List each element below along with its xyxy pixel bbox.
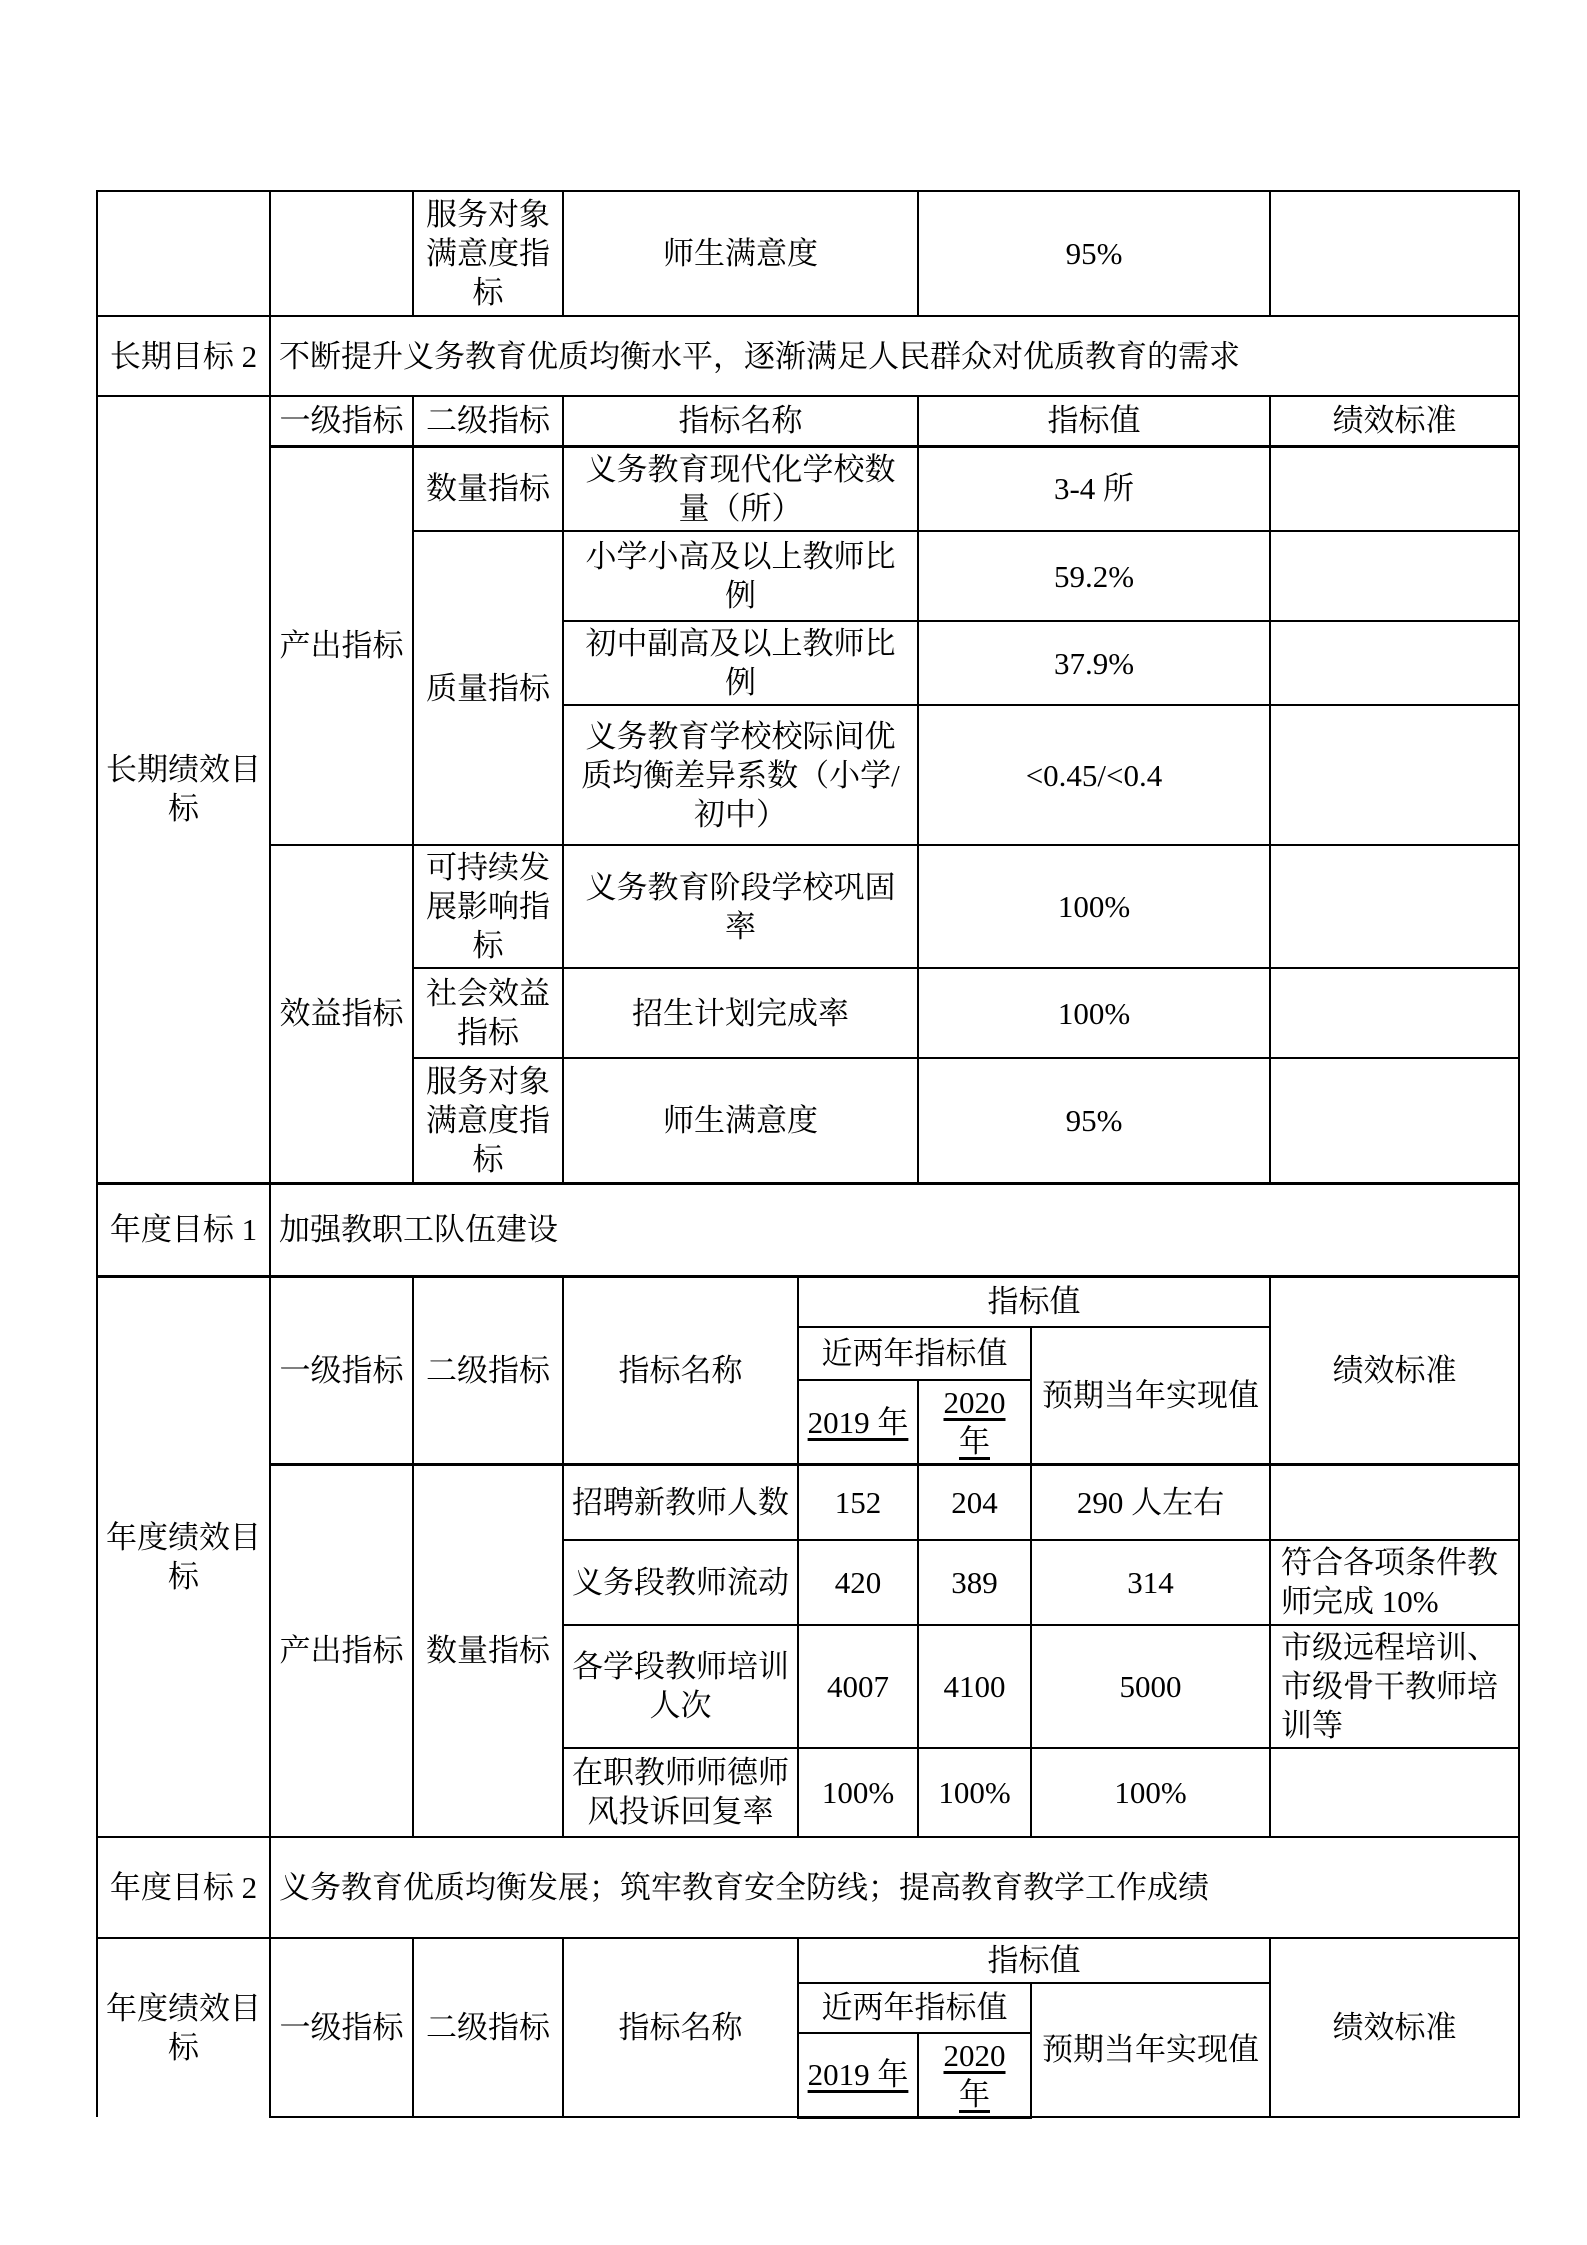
cell-indicator-value: 37.9% [918,621,1270,705]
cell-level2-indicator: 数量指标 [413,446,563,531]
header-performance-standard: 绩效标准 [1270,396,1519,446]
longterm-header-row [97,396,1519,446]
header-indicator-name: 指标名称 [563,1276,798,1465]
cell-indicator-name: 师生满意度 [563,191,918,316]
cell-performance-standard-empty [1270,621,1519,705]
cell-level2-indicator: 社会效益指标 [413,968,563,1058]
header-indicator-name: 指标名称 [563,1938,798,2118]
cell-level2-indicator: 质量指标 [413,531,563,845]
cell-level1-indicator: 产出指标 [270,1465,413,1837]
carryover-row [97,191,1519,316]
annual1-header-row1 [97,1276,1519,1327]
header-level1: 一级指标 [270,1938,413,2118]
cell-indicator-value: 3-4 所 [918,446,1270,531]
longterm-goal2-row [97,316,1519,396]
cell-performance-standard-empty [1270,968,1519,1058]
cell-performance-standard-empty [1270,705,1519,845]
annual-side-label: 年度绩效目标 [97,1276,270,1837]
cell-performance-standard-empty [1270,446,1519,531]
cell-expected-value: 5000 [1031,1625,1270,1748]
cell-indicator-value: 100% [918,845,1270,968]
cell-level1-indicator: 产出指标 [270,446,413,845]
cell-value-2019: 152 [798,1465,918,1540]
cell-level1-indicator: 效益指标 [270,845,413,1183]
header-year-2019: 2019 年 [798,2033,918,2118]
cell-indicator-value: 59.2% [918,531,1270,621]
performance-target-table [96,190,1520,2119]
header-performance-standard: 绩效标准 [1270,1276,1519,1465]
cell-indicator-name: 义务教育现代化学校数量（所） [563,446,918,531]
cell-indicator-value: 95% [918,191,1270,316]
header-indicator-value: 指标值 [798,1276,1270,1327]
cell-performance-standard: 符合各项条件教师完成 10% [1270,1540,1519,1625]
header-year-2020: 2020 年 [918,1380,1031,1465]
cell-performance-standard-empty [1270,191,1519,316]
header-expected-value: 预期当年实现值 [1031,1327,1270,1465]
header-year-2019: 2019 年 [798,1380,918,1465]
cell-expected-value: 290 人左右 [1031,1465,1270,1540]
goal-text: 加强教职工队伍建设 [270,1183,1519,1276]
cell-value-2019: 4007 [798,1625,918,1748]
header-level1: 一级指标 [270,1276,413,1465]
header-level2: 二级指标 [413,1938,563,2118]
header-indicator-value: 指标值 [798,1938,1270,1983]
cell-performance-standard-empty [1270,1748,1519,1837]
cell-value-2019: 100% [798,1748,918,1837]
cell-indicator-name: 小学小高及以上教师比例 [563,531,918,621]
cell-indicator-value: 95% [918,1058,1270,1183]
cell-performance-standard-empty [1270,1058,1519,1183]
cell-indicator-name: 义务教育阶段学校巩固率 [563,845,918,968]
annual-side-label: 年度绩效目标 [97,1938,270,2118]
header-indicator-value: 指标值 [918,396,1270,446]
cell-indicator-name: 在职教师师德师风投诉回复率 [563,1748,798,1837]
cell-indicator-value: <0.45/<0.4 [918,705,1270,845]
table-row [97,845,1519,968]
goal-label: 长期目标 2 [97,316,270,396]
header-level2: 二级指标 [413,396,563,446]
cell-level2-indicator: 数量指标 [413,1465,563,1837]
cell-empty-level1 [270,191,413,316]
cell-indicator-name: 义务教育学校校际间优质均衡差异系数（小学/初中） [563,705,918,845]
cell-expected-value: 314 [1031,1540,1270,1625]
goal-text: 不断提升义务教育优质均衡水平，逐渐满足人民群众对优质教育的需求 [270,316,1519,396]
cell-performance-standard-empty [1270,531,1519,621]
cell-indicator-name: 招聘新教师人数 [563,1465,798,1540]
goal-label: 年度目标 2 [97,1837,270,1938]
cell-value-2020: 100% [918,1748,1031,1837]
goal-text: 义务教育优质均衡发展；筑牢教育安全防线；提高教育教学工作成绩 [270,1837,1519,1938]
cell-secondary-indicator: 服务对象满意度指标 [413,191,563,316]
header-year-2020: 2020 年 [918,2033,1031,2118]
cell-expected-value: 100% [1031,1748,1270,1837]
header-expected-value: 预期当年实现值 [1031,1983,1270,2118]
cell-indicator-name: 各学段教师培训人次 [563,1625,798,1748]
cell-level2-indicator: 服务对象满意度指标 [413,1058,563,1183]
annual-goal1-row [97,1183,1519,1276]
cell-indicator-value: 100% [918,968,1270,1058]
cell-value-2019: 420 [798,1540,918,1625]
table-row [97,446,1519,531]
cell-level2-indicator: 可持续发展影响指标 [413,845,563,968]
annual-goal2-row [97,1837,1519,1938]
cell-value-2020: 389 [918,1540,1031,1625]
cell-empty-goal-col [97,191,270,316]
header-level1: 一级指标 [270,396,413,446]
longterm-side-label: 长期绩效目标 [97,396,270,1183]
goal-label: 年度目标 1 [97,1183,270,1276]
header-recent-years: 近两年指标值 [798,1327,1031,1380]
header-recent-years: 近两年指标值 [798,1983,1031,2033]
cell-value-2020: 4100 [918,1625,1031,1748]
cell-performance-standard-empty [1270,845,1519,968]
cell-performance-standard: 市级远程培训、市级骨干教师培训等 [1270,1625,1519,1748]
cell-indicator-name: 招生计划完成率 [563,968,918,1058]
cell-indicator-name: 义务段教师流动 [563,1540,798,1625]
header-level2: 二级指标 [413,1276,563,1465]
cell-indicator-name: 初中副高及以上教师比例 [563,621,918,705]
table-row [97,1465,1519,1540]
cell-indicator-name: 师生满意度 [563,1058,918,1183]
header-performance-standard: 绩效标准 [1270,1938,1519,2118]
annual2-header-row1 [97,1938,1519,1983]
header-indicator-name: 指标名称 [563,396,918,446]
cell-performance-standard-empty [1270,1465,1519,1540]
cell-value-2020: 204 [918,1465,1031,1540]
